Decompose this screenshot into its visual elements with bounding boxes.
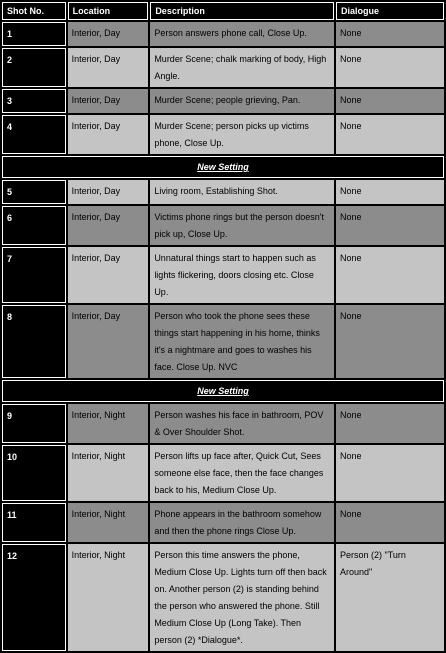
dialogue-cell: None xyxy=(336,206,444,245)
table-row xyxy=(2,404,444,443)
dialogue-cell: None xyxy=(336,48,444,87)
description-cell: Victims phone rings but the person doesn't pick up, Close Up. xyxy=(150,206,334,245)
shot-number-cell: 8 xyxy=(2,305,66,378)
dialogue-cell: None xyxy=(336,247,444,303)
description-cell: Murder Scene; people grieving, Pan. xyxy=(150,89,334,113)
table-row xyxy=(2,22,444,46)
table-body xyxy=(2,22,444,651)
table-row xyxy=(2,48,444,87)
shot-number-cell: 1 xyxy=(2,22,66,46)
location-cell: Interior, Day xyxy=(68,48,149,87)
header-row xyxy=(2,2,444,20)
table-row xyxy=(2,206,444,245)
shot-number-cell: 9 xyxy=(2,404,66,443)
description-cell: Person washes his face in bathroom, POV & Over Shoulder Shot. xyxy=(150,404,334,443)
description-cell: Person this time answers the phone, Medium Close Up. Lights turn off then back on. Another person (2) is standing behind the person who answered the phone. Still Medium Close Up (Long Take). Then person (2) *Dialogue*. xyxy=(150,544,334,651)
table-row xyxy=(2,503,444,542)
description-cell: Living room, Establishing Shot. xyxy=(150,180,334,204)
dialogue-cell: None xyxy=(336,22,444,46)
dialogue-cell: None xyxy=(336,503,444,542)
shot-number-cell: 6 xyxy=(2,206,66,245)
location-cell: Interior, Night xyxy=(68,404,149,443)
location-cell: Interior, Day xyxy=(68,180,149,204)
location-cell: Interior, Day xyxy=(68,115,149,154)
location-cell: Interior, Night xyxy=(68,445,149,501)
new-setting-label: New Setting xyxy=(2,156,444,178)
shot-number-cell: 10 xyxy=(2,445,66,501)
header-location: Location xyxy=(68,2,149,20)
header-shot-no: Shot No. xyxy=(2,2,66,20)
dialogue-cell: None xyxy=(336,305,444,378)
shot-number-cell: 7 xyxy=(2,247,66,303)
table-row xyxy=(2,89,444,113)
table-row xyxy=(2,445,444,501)
location-cell: Interior, Day xyxy=(68,305,149,378)
shot-number-cell: 3 xyxy=(2,89,66,113)
shot-number-cell: 2 xyxy=(2,48,66,87)
table-row xyxy=(2,247,444,303)
table-row xyxy=(2,115,444,154)
dialogue-cell: None xyxy=(336,445,444,501)
description-cell: Phone appears in the bathroom somehow and then the phone rings Close Up. xyxy=(150,503,334,542)
table-row xyxy=(2,544,444,651)
description-cell: Person lifts up face after, Quick Cut, Sees someone else face, then the face changes back to his, Medium Close Up. xyxy=(150,445,334,501)
table-row xyxy=(2,305,444,378)
description-cell: Murder Scene; person picks up victims phone, Close Up. xyxy=(150,115,334,154)
shot-number-cell: 5 xyxy=(2,180,66,204)
new-setting-label: New Setting xyxy=(2,380,444,402)
setting-divider-row xyxy=(2,156,444,178)
setting-divider-row xyxy=(2,380,444,402)
header-description: Description xyxy=(150,2,334,20)
location-cell: Interior, Day xyxy=(68,22,149,46)
dialogue-cell: None xyxy=(336,180,444,204)
dialogue-cell: None xyxy=(336,404,444,443)
header-dialogue: Dialogue xyxy=(336,2,444,20)
dialogue-cell: None xyxy=(336,115,444,154)
shot-number-cell: 12 xyxy=(2,544,66,651)
location-cell: Interior, Night xyxy=(68,544,149,651)
dialogue-cell: Person (2) "Turn Around" xyxy=(336,544,444,651)
dialogue-cell: None xyxy=(336,89,444,113)
description-cell: Unnatural things start to happen such as lights flickering, doors closing etc. Close Up. xyxy=(150,247,334,303)
description-cell: Murder Scene; chalk marking of body, High Angle. xyxy=(150,48,334,87)
location-cell: Interior, Day xyxy=(68,89,149,113)
description-cell: Person answers phone call, Close Up. xyxy=(150,22,334,46)
location-cell: Interior, Day xyxy=(68,247,149,303)
shot-number-cell: 11 xyxy=(2,503,66,542)
location-cell: Interior, Night xyxy=(68,503,149,542)
description-cell: Person who took the phone sees these things start happening in his home, thinks it's a nightmare and goes to washes his face. Close Up. NVC xyxy=(150,305,334,378)
location-cell: Interior, Day xyxy=(68,206,149,245)
table-row xyxy=(2,180,444,204)
shot-number-cell: 4 xyxy=(2,115,66,154)
